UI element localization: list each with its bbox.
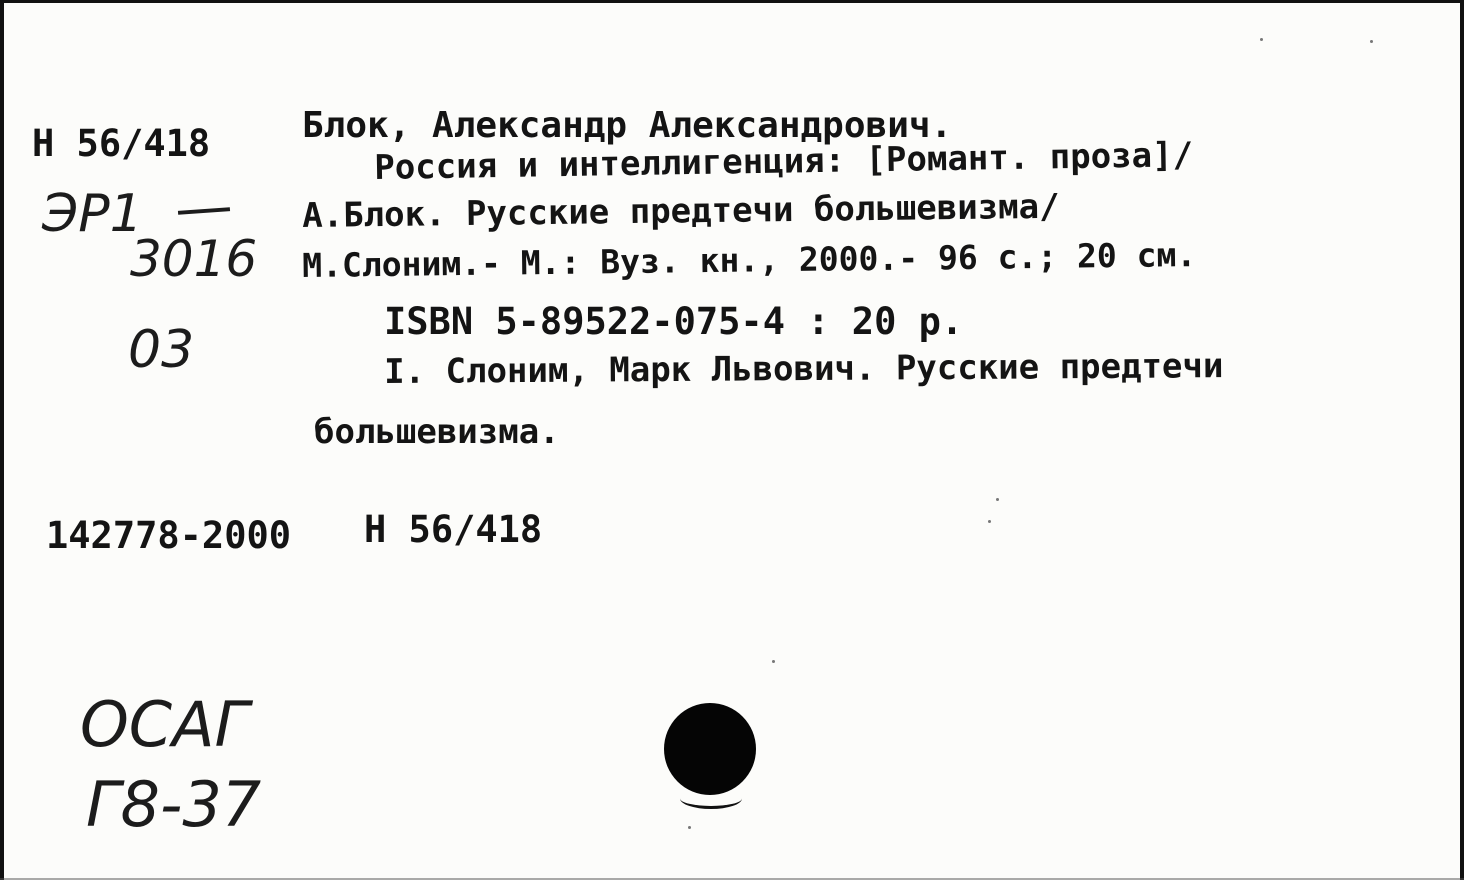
added-entry-line-1: I. Слоним, Марк Львович. Русские предтечи — [384, 346, 1224, 392]
handwritten-mark-code: 03 — [128, 320, 195, 380]
title-line-1: Россия и интеллигенция: [Романт. проза]/ — [374, 135, 1194, 188]
shelf-mark: Н 56/418 — [364, 508, 543, 551]
speck — [688, 826, 691, 829]
speck — [1370, 40, 1373, 43]
added-entry-line-2: большевизма. — [314, 412, 560, 452]
card-right-edge — [1460, 0, 1464, 880]
card-top-edge — [0, 0, 1464, 3]
handwritten-mark-shelf: Г8-37 — [86, 768, 262, 841]
speck — [988, 520, 991, 523]
punch-hole-dot — [664, 703, 756, 795]
speck — [1260, 38, 1263, 41]
author-heading: Блок, Александр Александрович. — [302, 105, 953, 146]
title-line-3: М.Слоним.- М.: Вуз. кн., 2000.- 96 с.; 20 см. — [302, 235, 1197, 285]
handwritten-mark-top: ЭР1 — [42, 184, 143, 244]
call-number: Н 56/418 — [32, 122, 211, 165]
title-line-2: А.Блок. Русские предтечи большевизма/ — [302, 186, 1060, 236]
accession-number: 142778-2000 — [46, 514, 292, 557]
punch-hole-shadow — [680, 788, 742, 809]
handwritten-mark-fraction: 3016 — [130, 230, 258, 288]
handwritten-mark-ocaf: ОСАГ — [80, 688, 250, 761]
speck — [772, 660, 775, 663]
speck — [996, 498, 999, 501]
handwritten-fraction-bar — [178, 207, 230, 215]
card-left-edge — [0, 0, 4, 880]
isbn-line: ISBN 5-89522-075-4 : 20 р. — [384, 300, 964, 343]
